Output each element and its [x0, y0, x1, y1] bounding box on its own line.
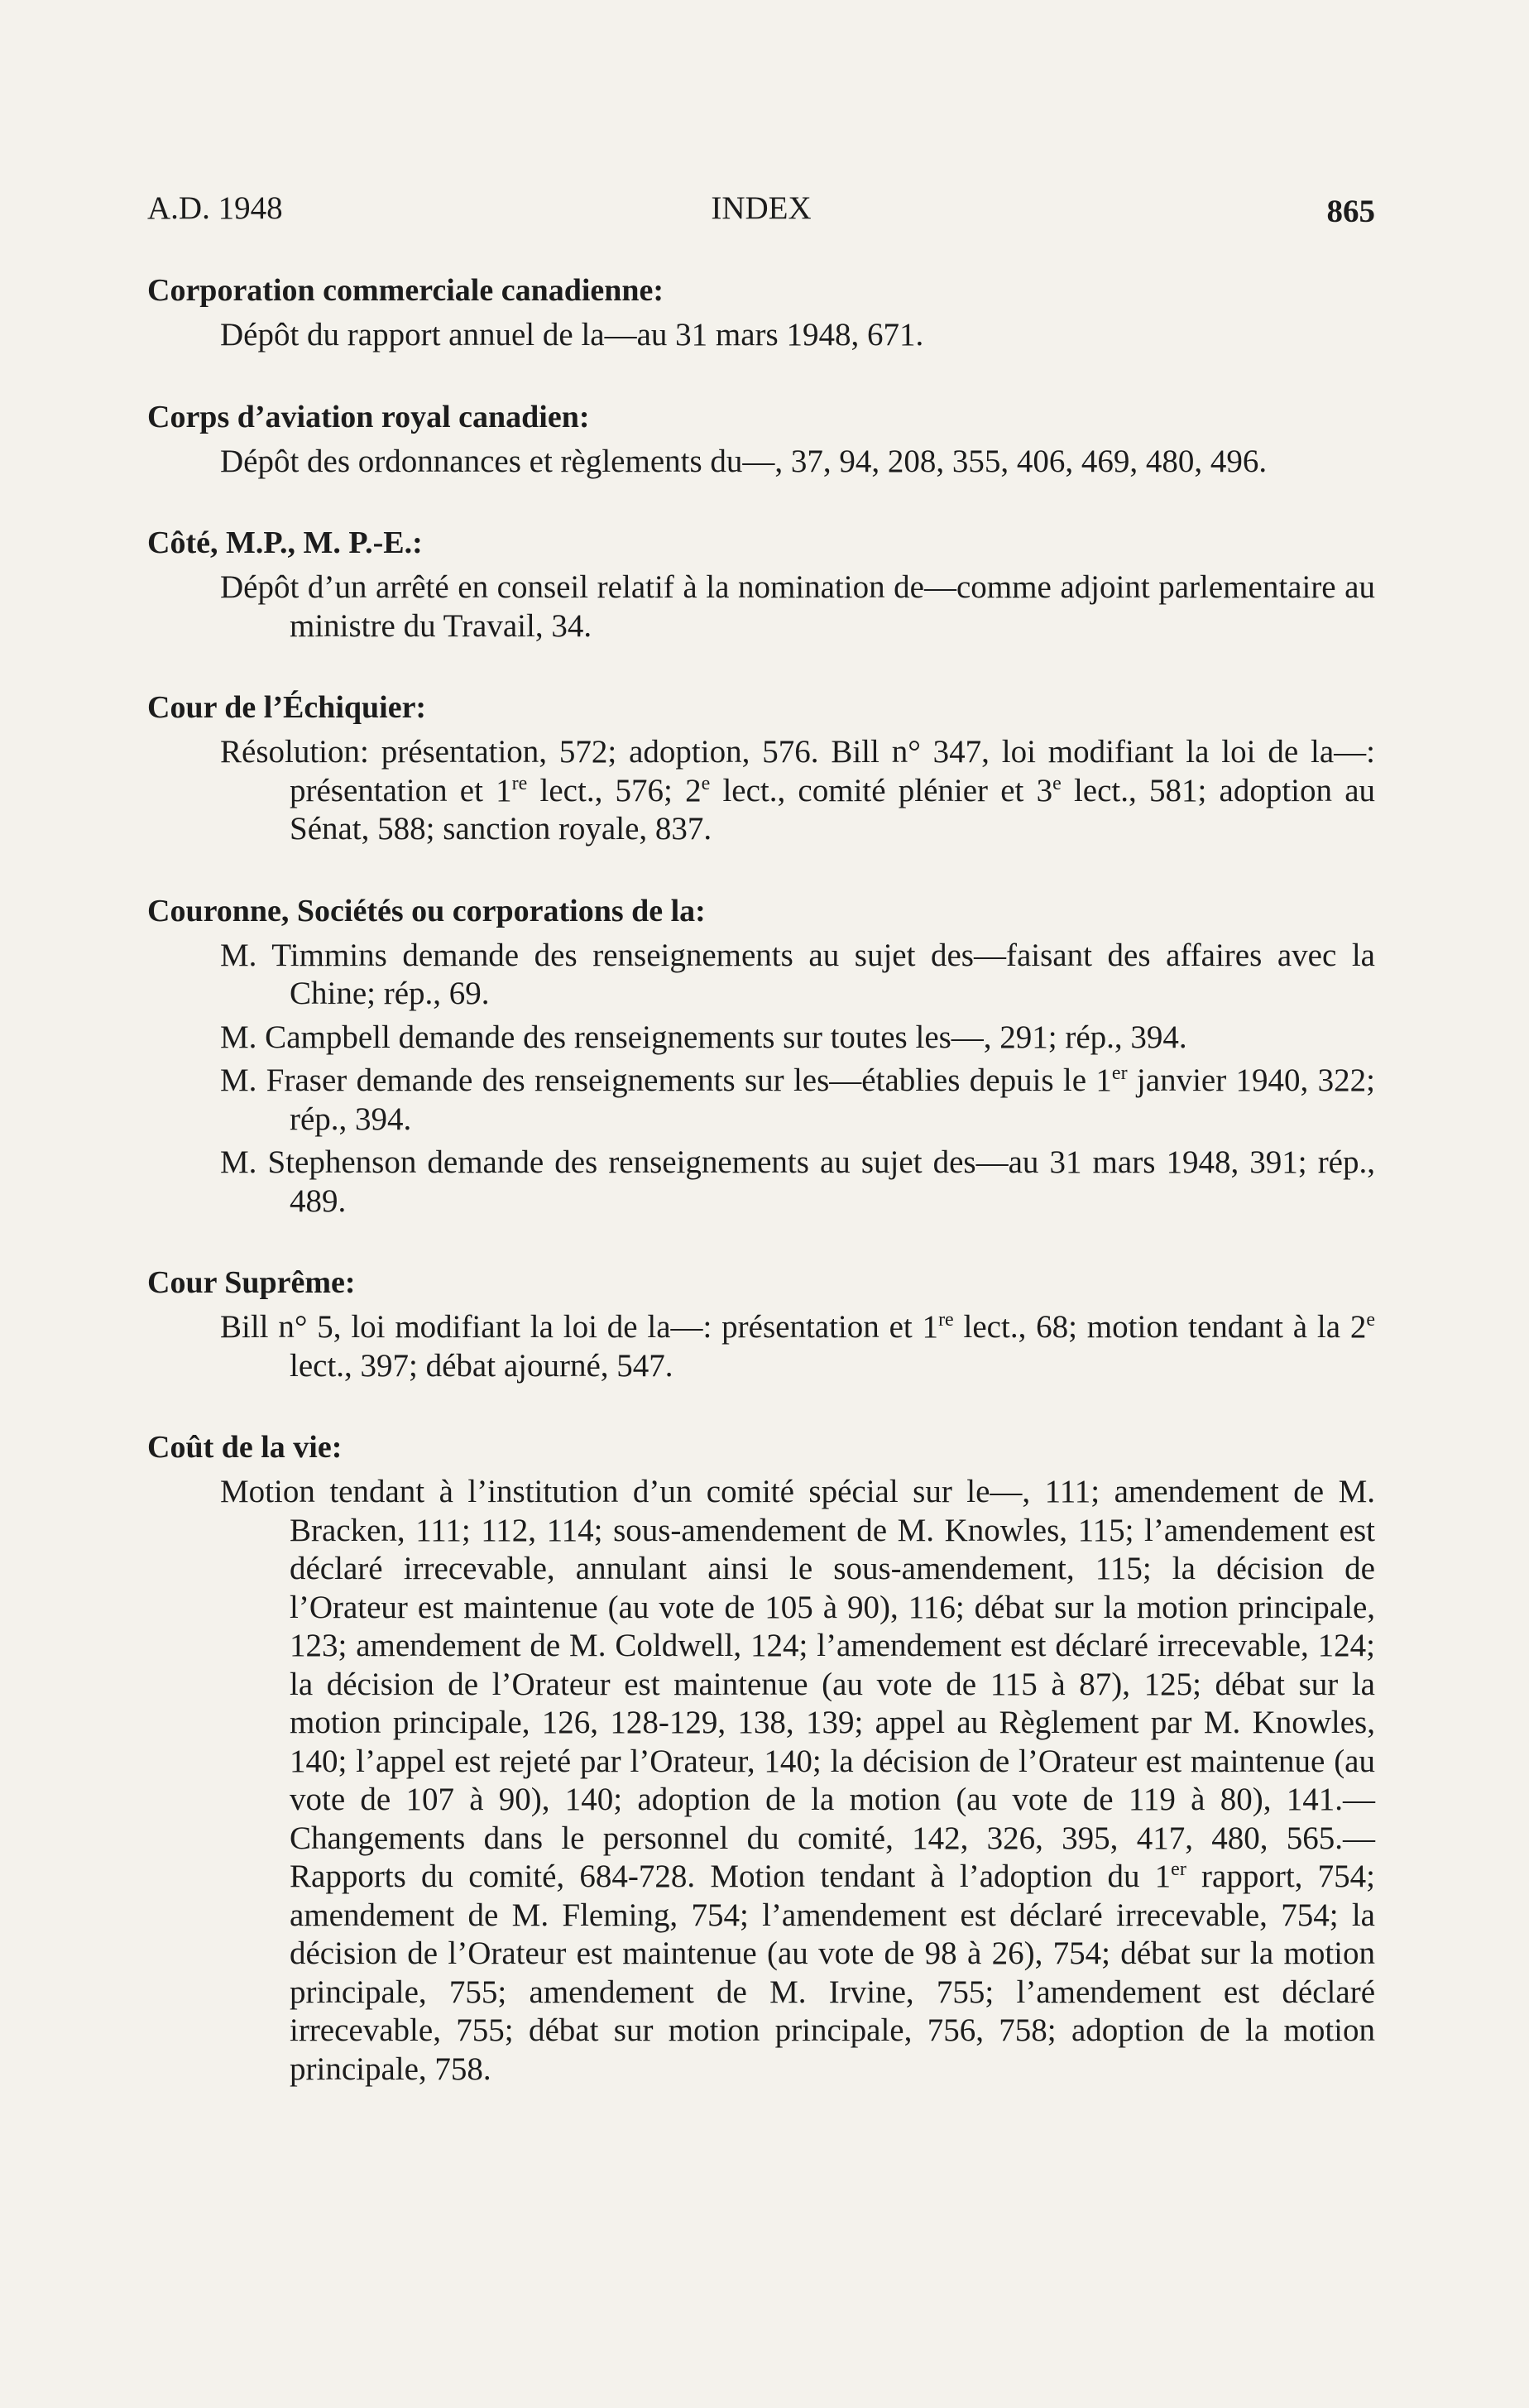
entry-heading: Côté, M.P., M. P.-E.: — [147, 525, 423, 560]
entry-heading: Coût de la vie: — [147, 1430, 343, 1465]
index-entry — [147, 398, 1375, 482]
running-head — [147, 184, 1375, 233]
entry-heading: Cour Suprême: — [147, 1265, 356, 1300]
index-entry — [147, 1428, 1375, 2089]
entry-heading: Corporation commerciale canadienne: — [147, 273, 664, 308]
entry-subentry: Dépôt d’un arrêté en conseil relatif à la nomination de—comme adjoint parlementaire au ministre du Travail, 34. — [220, 569, 1375, 644]
entry-heading: Corps d’aviation royal canadien: — [147, 399, 590, 434]
entry-subentry: M. Campbell demande des renseignements sur toutes les—, 291; rép., 394. — [220, 1019, 1187, 1055]
header-title: INDEX — [711, 190, 812, 226]
index-entry — [147, 271, 1375, 355]
entry-subentry: Motion tendant à l’institution d’un comité spécial sur le—, 111; amendement de M. Bracken, 111; 112, 114; sous-amendement de M. Knowles, 115; l’amendement est déclaré irrecevable, annulant ainsi le sous-amendement, 115; la décision de l’Orateur est maintenue (au vote de 105 à 90), 116; débat sur la motion principale, 123; amendement de M. Coldwell, 124; l’amendement est déclaré irrecevable, 124; la décision de l’Orateur est maintenue (au vote de 115 à 87), 125; débat sur la motion principale, 126, 128-129, 138, 139; appel au Règlement par M. Knowles, 140; l’appel est rejeté par l’Orateur, 140; la décision de l’Orateur est maintenue (au vote de 107 à 90), 140; adoption de la motion (au vote de 119 à 80), 141.—Changements dans le personnel du comité, 142, 326, 395, 417, 480, 565.—Rapports du comité, 684-728. Motion tendant à l’adoption du 1er rapport, 754; amendement de M. Fleming, 754; l’amendement est déclaré irrecevable, 754; la décision de l’Orateur est maintenue (au vote de 98 à 26), 754; débat sur la motion principale, 755; amendement de M. Irvine, 755; l’amendement est déclaré irrecevable, 755; débat sur motion principale, 756, 758; adoption de la motion principale, 758. — [220, 1474, 1375, 2087]
entry-heading: Couronne, Sociétés ou corporations de la: — [147, 893, 706, 928]
index-entries — [147, 271, 1375, 2132]
entry-subentry: Bill n° 5, loi modifiant la loi de la—: présentation et 1re lect., 68; motion tendant à la 2e lect., 397; débat ajourné, 547. — [220, 1309, 1375, 1384]
page-number: 865 — [1326, 194, 1375, 229]
entry-subentry: M. Stephenson demande des renseignements au sujet des—au 31 mars 1948, 391; rép., 489. — [220, 1144, 1375, 1219]
entry-subentry: Dépôt du rapport annuel de la—au 31 mars 1948, 671. — [220, 317, 924, 353]
entry-subentry: M. Fraser demande des renseignements sur les—établies depuis le 1er janvier 1940, 322; rép., 394. — [220, 1062, 1375, 1137]
entry-subentry: M. Timmins demande des renseignements au sujet des—faisant des affaires avec la Chine; rép., 69. — [220, 937, 1375, 1011]
entry-subentry: Résolution: présentation, 572; adoption, 576. Bill n° 347, loi modifiant la loi de la—: présentation et 1re lect., 576; 2e lect., comité plénier et 3e lect., 581; adoption au Sénat, 588; sanction royale, 837. — [220, 734, 1376, 847]
index-entry — [147, 688, 1375, 849]
index-entry — [147, 1264, 1375, 1385]
index-entry — [147, 892, 1375, 1221]
entry-heading: Cour de l’Échiquier: — [147, 690, 427, 725]
entry-subentry: Dépôt des ordonnances et règlements du—, 37, 94, 208, 355, 406, 469, 480, 496. — [220, 443, 1268, 479]
header-year: A.D. 1948 — [147, 190, 283, 226]
index-entry — [147, 524, 1375, 645]
